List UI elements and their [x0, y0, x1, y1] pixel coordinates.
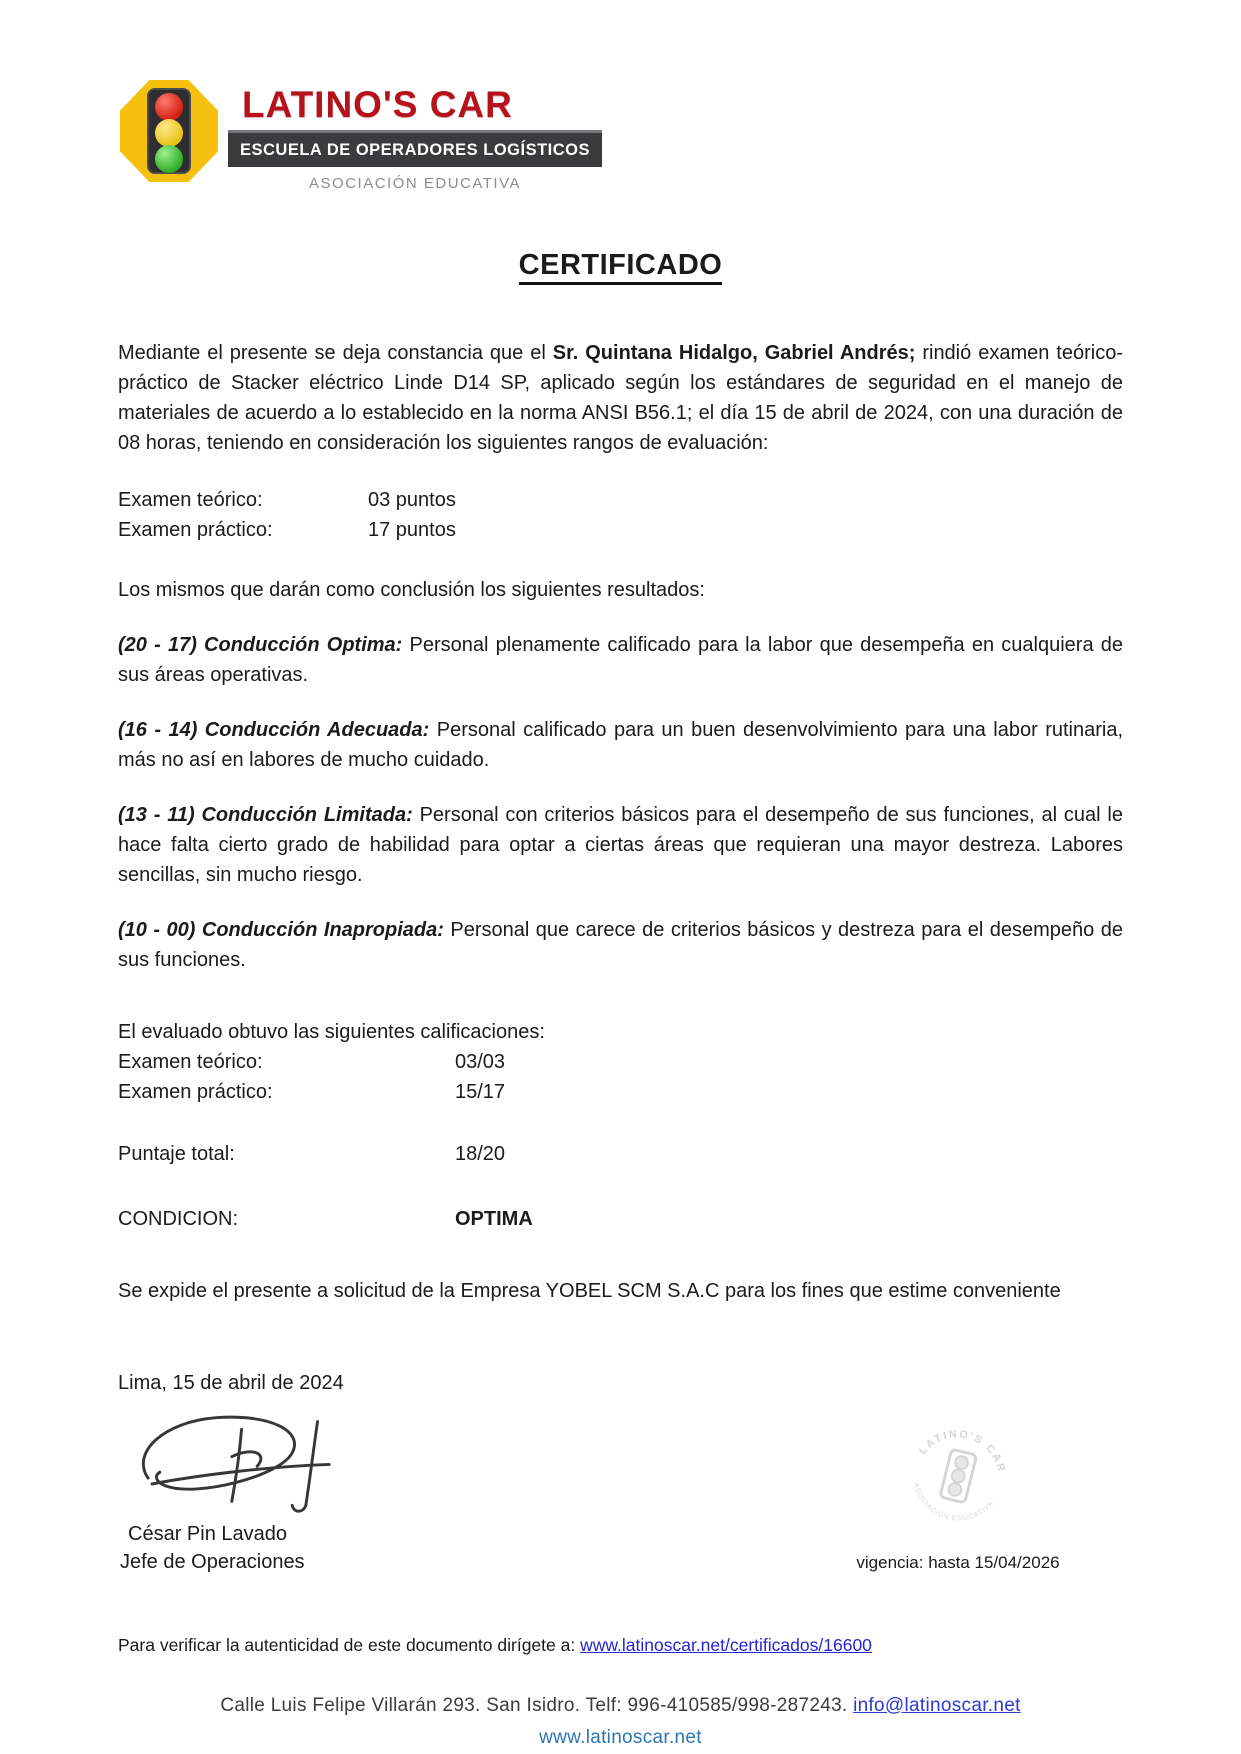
stamp-arc-top: LATINO'S CAR — [916, 1428, 1008, 1475]
category-adecuada — [118, 715, 1123, 775]
evaluation-block — [118, 1017, 1123, 1234]
validity-text: vigencia: hasta 15/04/2026 — [856, 1553, 1060, 1572]
exam-practice-label: Examen práctico: — [118, 518, 273, 541]
results-intro: Los mismos que darán como conclusión los siguientes resultados: — [118, 578, 705, 601]
verification-text: Para verificar la autenticidad de este documento dirígete a: — [118, 1634, 581, 1655]
evaluation-practice-row — [118, 1077, 1123, 1107]
intro-after: rindió examen teórico-práctico de Stacker eléctrico Linde D14 SP, aplicado según los estándares de seguridad en el manejo de materiales de acuerdo a lo establecido en la norma ANSI B56.1; el día 15 de abril de 2024, con una duración de 08 horas, teniendo en consideración los siguientes rangos de evaluación: — [118, 341, 1123, 454]
category-inapropiada — [118, 915, 1123, 975]
exam-points-block — [118, 485, 1123, 545]
condition-row — [118, 1204, 1123, 1234]
company-stamp-watermark — [899, 1418, 1017, 1536]
footer-email-link[interactable]: info@latinoscar.net — [853, 1694, 1021, 1716]
exam-practice-value: 17 puntos — [368, 518, 456, 541]
intro-before: Mediante el presente se deja constancia que el — [118, 341, 553, 364]
total-score-label: Puntaje total: — [118, 1142, 235, 1165]
category-adecuada-desc: Personal calificado para un buen desenvolvimiento para una labor rutinaria, más no así en labores de mucho cuidado. — [118, 718, 1124, 771]
document-title: CERTIFICADO — [118, 244, 1123, 288]
exam-theory-label: Examen teórico: — [118, 488, 263, 511]
intro-paragraph — [118, 338, 1123, 458]
school-logo — [120, 80, 1123, 192]
category-optima-range: (20 - 17) Conducción Optima: — [118, 633, 403, 656]
footer-address-line — [118, 1692, 1123, 1721]
signature-block — [118, 1406, 361, 1576]
exam-theory-value: 03 puntos — [368, 488, 456, 511]
stamp-arc-bottom: ASOCIACIÓN EDUCATIVA — [911, 1482, 996, 1523]
condition-value: OPTIMA — [455, 1207, 533, 1230]
category-optima — [118, 630, 1123, 690]
evaluation-practice-value: 15/17 — [455, 1080, 506, 1103]
category-adecuada-range: (16 - 14) Conducción Adecuada: — [118, 718, 430, 741]
signature-image — [126, 1406, 361, 1518]
evaluation-theory-row — [118, 1047, 1123, 1077]
signer-name: César Pin Lavado — [128, 1522, 287, 1545]
verification-line — [118, 1632, 1123, 1658]
evaluation-intro: El evaluado obtuvo las siguientes calificaciones: — [118, 1020, 545, 1043]
total-score-value: 18/20 — [455, 1142, 506, 1165]
category-optima-desc: Personal plenamente calificado para la labor que desempeña en cualquiera de sus áreas operativas. — [118, 633, 1124, 686]
verification-link[interactable]: www.latinoscar.net/certificados/16600 — [580, 1634, 872, 1655]
category-limitada — [118, 800, 1123, 890]
category-inapropiada-range: (10 - 00) Conducción Inapropiada: — [118, 918, 444, 941]
logo-subtitle: ESCUELA DE OPERADORES LOGÍSTICOS — [228, 130, 602, 167]
category-limitada-desc: Personal con criterios básicos para el desempeño de sus funciones, al cual le hace falta cierto grado de habilidad para optar a ciertas áreas que requieran una mayor destreza. Labores sencillas, sin mucho riesgo. — [118, 803, 1123, 886]
logo-tagline: ASOCIACIÓN EDUCATIVA — [309, 174, 521, 192]
footer-website-link[interactable]: www.latinoscar.net — [539, 1727, 702, 1749]
exam-theory-row — [118, 485, 1123, 515]
logo-title: LATINO'S CAR — [242, 84, 513, 125]
evaluation-practice-label: Examen práctico: — [118, 1080, 273, 1103]
trainee-name: Sr. Quintana Hidalgo, Gabriel Andrés; — [552, 341, 916, 364]
condition-label: CONDICION: — [118, 1207, 238, 1230]
traffic-light-icon — [120, 80, 218, 182]
evaluation-theory-label: Examen teórico: — [118, 1050, 263, 1073]
signer-role: Jefe de Operaciones — [120, 1550, 305, 1573]
total-score-row — [118, 1139, 1123, 1169]
page-footer — [118, 1692, 1123, 1753]
category-limitada-range: (13 - 11) Conducción Limitada: — [118, 803, 413, 826]
category-inapropiada-desc: Personal que carece de criterios básicos y destreza para el desempeño de sus funciones. — [118, 918, 1123, 971]
issue-paragraph: Se expide el presente a solicitud de la Empresa YOBEL SCM S.A.C para los fines que estime conveniente — [118, 1279, 1061, 1302]
evaluation-theory-value: 03/03 — [455, 1050, 506, 1073]
exam-practice-row — [118, 515, 1123, 545]
footer-address: Calle Luis Felipe Villarán 293. San Isidro. Telf: 996-410585/998-287243. — [220, 1694, 854, 1716]
date-line: Lima, 15 de abril de 2024 — [118, 1371, 344, 1394]
